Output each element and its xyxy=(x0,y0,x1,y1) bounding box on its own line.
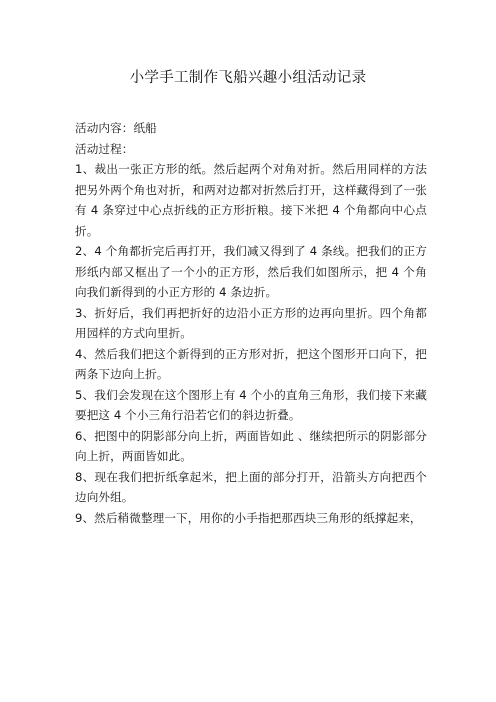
process-heading: 活动过程： xyxy=(75,141,134,156)
document-body xyxy=(75,118,427,528)
activity-content: 活动内容：纸船 xyxy=(75,121,157,135)
step-3: 3、折好后，我们再把折好的边沿小正方形的边再向里折。四个角都用园样的方式向里折。 xyxy=(75,305,427,340)
step-4: 4、然后我们把这个新得到的正方形对折，把这个图形开口向下，把两条下边向上折。 xyxy=(75,346,427,381)
step-6: 6、把图中的阴影部分向上折，两面皆如此 、继续把所示的阴影部分向上折，两面皆如此。 xyxy=(75,428,427,463)
step-5: 5、我们会发现在这个图形上有 4 个小的直角三角形，我们接下来藏要把这 4 个小三角行沿若它们的斜边折叠。 xyxy=(75,387,427,422)
step-9: 9、然后稍微整理一下，用你的小手指把那西块三角形的纸撑起来， xyxy=(75,510,422,525)
step-2: 2、4 个角都折完后再打开，我们减又得到了 4 条线。把我们的正方形纸内部又框出了一个小的正方形，然后我们如图所示，把 4 个角向我们新得到的小正方形的 4 条边折。 xyxy=(75,244,427,299)
step-8: 8、现在我们把折纸拿起米，把上面的部分打开，沿箭头方向把西个边向外组。 xyxy=(75,469,427,504)
document-title: 小学手工制作飞船兴趣小组活动记录 xyxy=(129,70,367,86)
step-1: 1、裁出一张正方形的纸。然后起两个对角对折。然后用同样的方法把另外两个角也对折，和两对边都对折然后打开，这样藏得到了一张有 4 条穿过中心点折线的正方形折粮。接下米把 4 个角都向中心点折。 xyxy=(75,162,427,238)
